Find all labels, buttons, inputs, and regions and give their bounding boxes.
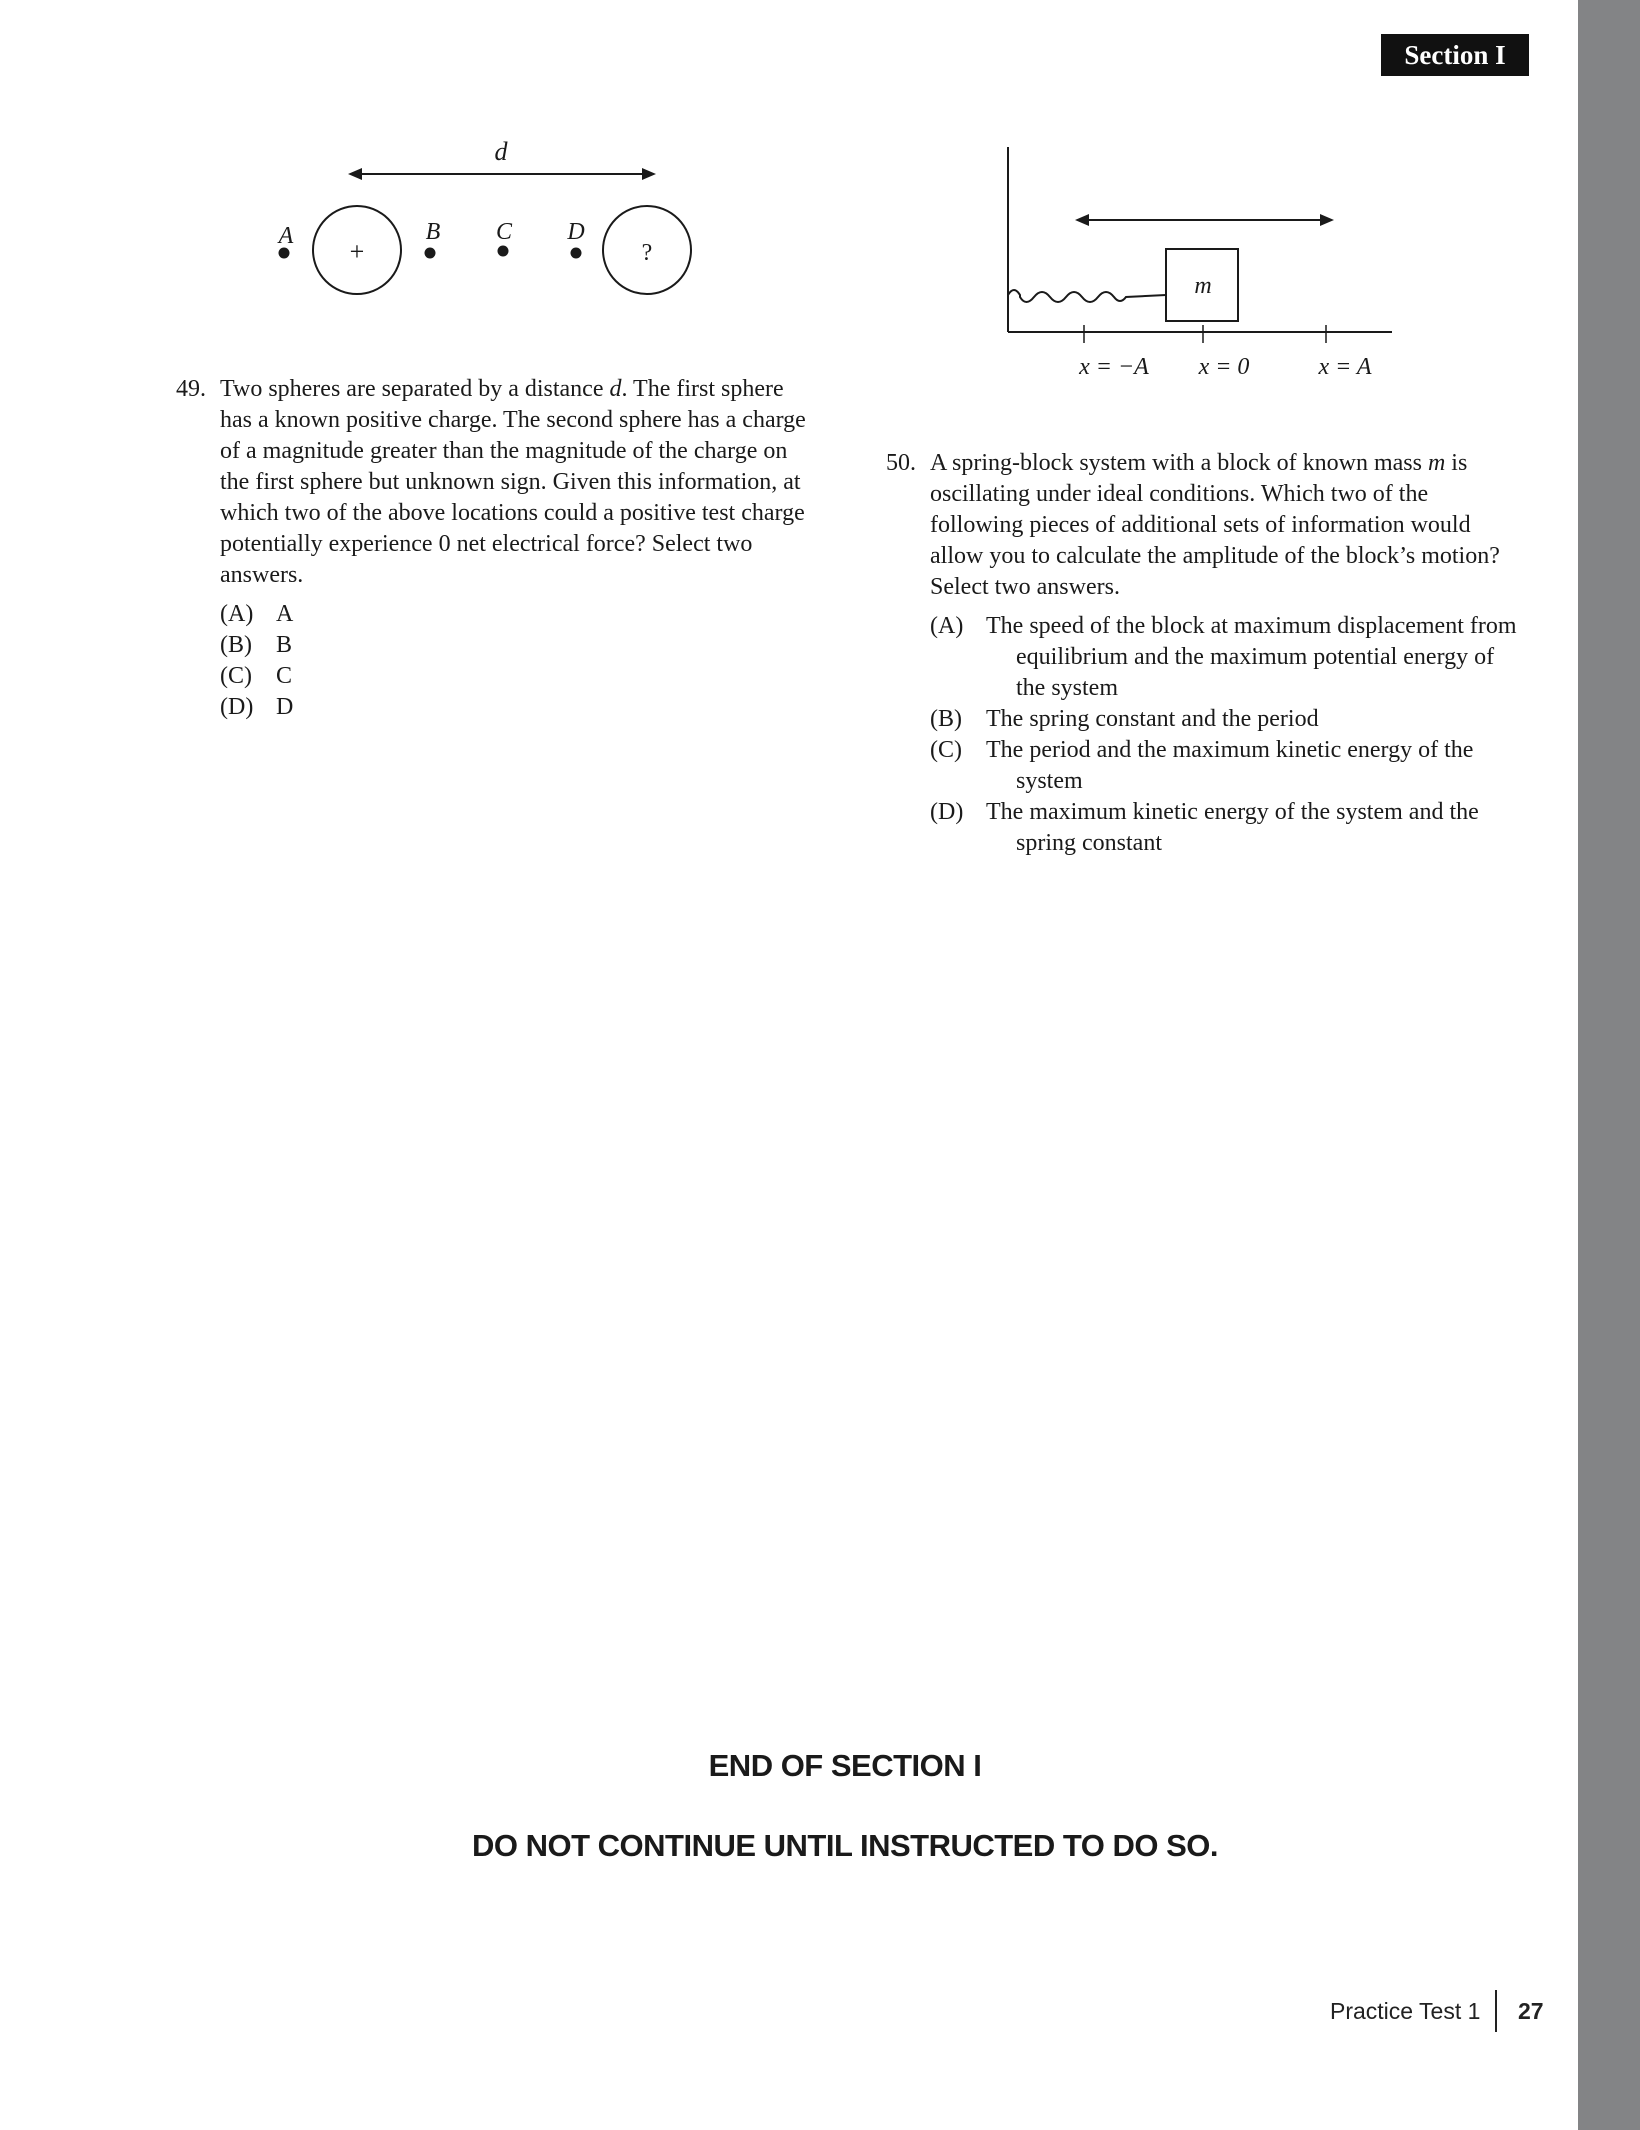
section-tab: Section I <box>1381 34 1529 76</box>
stem-text: is oscillating under ideal conditions. Which two of the following pieces of additional sets of information would allow you to calculate the amplitude of the block’s motion? Select two answers. <box>930 450 1500 600</box>
option-a[interactable] <box>930 611 1526 704</box>
stem-text: Two spheres are separated by a distance <box>220 376 610 402</box>
footer-divider <box>1495 1990 1497 2032</box>
option-letter: (B) <box>220 632 252 658</box>
page-edge-bar <box>1578 0 1640 2130</box>
stem-text: A spring-block system with a block of known mass <box>930 450 1428 476</box>
option-letter: (A) <box>220 601 254 627</box>
option-text: The spring constant and the period <box>986 706 1319 732</box>
stem-text: . The first sphere has a known positive charge. The second sphere has a charge of a magnitude greater than the magnitude of the charge on the first sphere but unknown sign. Given this information, at which two of the above locations could a positive test charge potentially experience 0 net electrical force? Select two answers. <box>220 376 806 588</box>
option-text: B <box>276 632 293 658</box>
point-a-dot <box>279 248 290 259</box>
question-stem <box>220 374 821 591</box>
option-text: The maximum kinetic energy of the system and the spring constant <box>986 799 1479 856</box>
tick-label-neg-a: x = −A <box>1079 354 1149 380</box>
option-letter: (B) <box>930 706 962 732</box>
option-b[interactable] <box>220 630 821 661</box>
point-c-label: C <box>495 219 513 245</box>
page-number: 27 <box>1518 1998 1544 2024</box>
tick-label-zero: x = 0 <box>1198 354 1250 380</box>
option-d[interactable] <box>220 692 821 723</box>
figure-two-spheres <box>260 130 720 310</box>
mass-label: m <box>1194 273 1212 299</box>
option-b[interactable] <box>930 704 1526 735</box>
tick-label-pos-a: x = A <box>1318 354 1372 380</box>
footer-test-label: Practice Test 1 <box>1330 1998 1481 2024</box>
option-d[interactable] <box>930 797 1526 859</box>
point-b-dot <box>425 248 436 259</box>
sphere1-charge: + <box>349 237 365 266</box>
option-text: The period and the maximum kinetic energy of the system <box>986 737 1474 794</box>
option-letter: (C) <box>220 663 252 689</box>
spring <box>1008 290 1166 302</box>
motion-arrow-head-right <box>1320 214 1334 226</box>
arrow-head-right <box>642 168 656 180</box>
options-list <box>220 599 821 723</box>
option-text: The speed of the block at maximum displacement from equilibrium and the maximum potential energy of the system <box>986 613 1517 701</box>
options-list <box>930 611 1526 859</box>
option-c[interactable] <box>220 661 821 692</box>
distance-label: d <box>494 137 508 166</box>
option-text: C <box>276 663 293 689</box>
figure-spring-block <box>1000 145 1400 385</box>
point-a-label: A <box>278 223 294 249</box>
question-number: 50. <box>886 450 916 476</box>
question-49 <box>176 374 821 723</box>
sphere2-charge: ? <box>641 240 653 266</box>
stem-variable: d <box>609 376 622 402</box>
end-of-section-heading: END OF SECTION I <box>708 1748 982 1783</box>
question-50 <box>886 448 1526 859</box>
question-stem <box>930 448 1526 603</box>
stem-variable: m <box>1427 450 1446 476</box>
option-letter: (C) <box>930 737 962 763</box>
option-letter: (A) <box>930 613 964 639</box>
point-d-label: D <box>567 219 585 245</box>
point-d-dot <box>571 248 582 259</box>
point-c-dot <box>498 246 509 257</box>
arrow-head-left <box>348 168 362 180</box>
option-text: D <box>276 694 294 720</box>
point-b-label: B <box>425 219 441 245</box>
do-not-continue-notice: DO NOT CONTINUE UNTIL INSTRUCTED TO DO SO. <box>472 1828 1218 1863</box>
option-text: A <box>276 601 294 627</box>
motion-arrow-head-left <box>1075 214 1089 226</box>
option-c[interactable] <box>930 735 1526 797</box>
option-letter: (D) <box>930 799 964 825</box>
option-a[interactable] <box>220 599 821 630</box>
question-number: 49. <box>176 376 206 402</box>
option-letter: (D) <box>220 694 254 720</box>
